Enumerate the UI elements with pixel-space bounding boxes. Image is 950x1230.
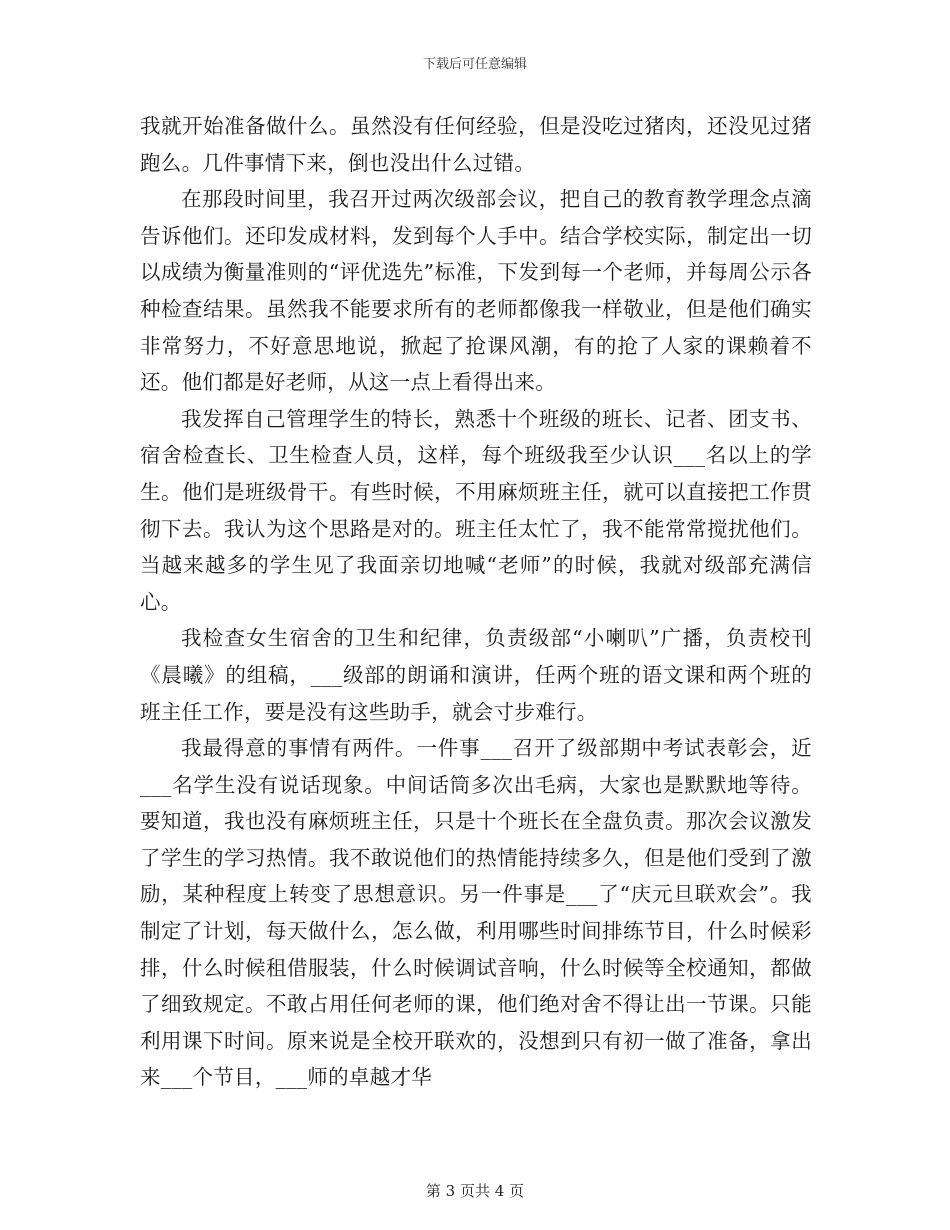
- body-paragraph: 我最得意的事情有两件。一件事___召开了级部期中考试表彰会，近___名学生没有说话现象。中间话筒多次出毛病，大家也是默默地等待。要知道，我也没有麻烦班主任，只是十个班长在全盘负责。那次会议激发了学生的学习热情。我不敢说他们的热情能持续多久，但是他们受到了激励，某种程度上转变了思想意识。另一件事是___了“庆元旦联欢会”。我制定了计划，每天做什么，怎么做，利用哪些时间排练节目，什么时候彩排，什么时候租借服装，什么时候调试音响，什么时候等全校通知，都做了细致规定。不敢占用任何老师的课，他们绝对舍不得让出一节课。只能利用课下时间。原来说是全校开联欢的，没想到只有初一做了准备，拿出来___个节目，___师的卓越才华: [140, 736, 812, 1090]
- body-paragraph: 在那段时间里，我召开过两次级部会议，把自己的教育教学理念点滴告诉他们。还印发成材料，发到每个人手中。结合学校实际，制定出一切以成绩为衡量准则的“评优选先”标准，下发到每一个老师，并每周公示各种检查结果。虽然我不能要求所有的老师都像我一样敬业，但是他们确实非常努力，不好意思地说，掀起了抢课风潮，有的抢了人家的课赖着不还。他们都是好老师，从这一点上看得出来。: [140, 187, 812, 395]
- document-body: [140, 108, 812, 1096]
- page-header: 下载后可任意编辑: [422, 57, 527, 72]
- body-paragraph: 我发挥自己管理学生的特长，熟悉十个班级的班长、记者、团支书、宿舍检查长、卫生检查人员，这样，每个班级我至少认识___名以上的学生。他们是班级骨干。有些时候，不用麻烦班主任，就可以直接把工作贯彻下去。我认为这个思路是对的。班主任太忙了，我不能常常搅扰他们。当越来越多的学生见了我面亲切地喊“老师”的时候，我就对级部充满信心。: [140, 406, 812, 614]
- body-paragraph: 我检查女生宿舍的卫生和纪律，负责级部“小喇叭”广播，负责校刊《晨曦》的组稿，___级部的朗诵和演讲，任两个班的语文课和两个班的班主任工作，要是没有这些助手，就会寸步难行。: [140, 626, 812, 724]
- body-paragraph: 我就开始准备做什么。虽然没有任何经验，但是没吃过猪肉，还没见过猪跑么。几件事情下来，倒也没出什么过错。: [140, 114, 812, 175]
- page-footer: 第 3 页共 4 页: [425, 1182, 525, 1200]
